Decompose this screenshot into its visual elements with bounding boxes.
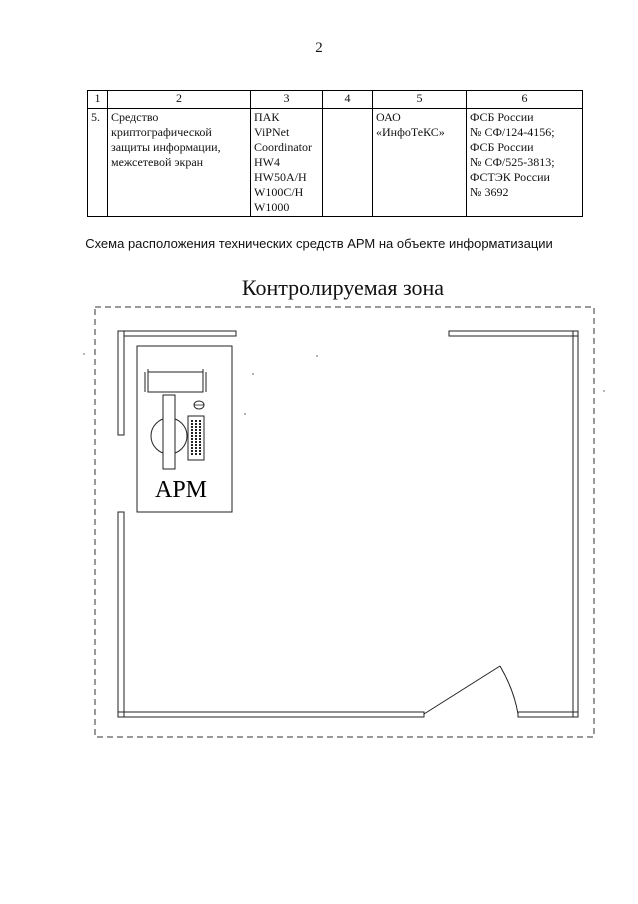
row-model-cell: ПАК ViPNet Coordinator HW4 HW50A/H W100C/H W1000 bbox=[251, 109, 323, 217]
desk-icon bbox=[163, 395, 175, 469]
table-header-cell: 6 bbox=[467, 91, 583, 109]
table-header-cell: 3 bbox=[251, 91, 323, 109]
row-number-cell: 5. bbox=[88, 109, 108, 217]
door-leaf bbox=[424, 666, 500, 714]
row-name-cell: Средство криптографической защиты информации, межсетевой экран bbox=[108, 109, 251, 217]
zone-title: Контролируемая зона bbox=[241, 275, 445, 300]
row-manufacturer-cell: ОАО «ИнфоТеКС» bbox=[373, 109, 467, 217]
page-number: 2 bbox=[315, 40, 323, 56]
row-certificate-cell: ФСБ России № СФ/124-4156; ФСБ России № СФ/525-3813; ФСТЭК России № 3692 bbox=[467, 109, 583, 217]
keyboard-icon bbox=[188, 416, 204, 460]
schema-caption: Схема расположения технических средств АРМ на объекте информатизации bbox=[85, 236, 553, 251]
table-header-cell: 2 bbox=[108, 91, 251, 109]
table-header-cell: 1 bbox=[88, 91, 108, 109]
workstation-label: АРМ bbox=[154, 477, 208, 503]
table-header-cell: 4 bbox=[323, 91, 373, 109]
monitor-icon bbox=[148, 372, 203, 392]
table-header-cell: 5 bbox=[373, 91, 467, 109]
door-swing-arc bbox=[500, 666, 518, 714]
